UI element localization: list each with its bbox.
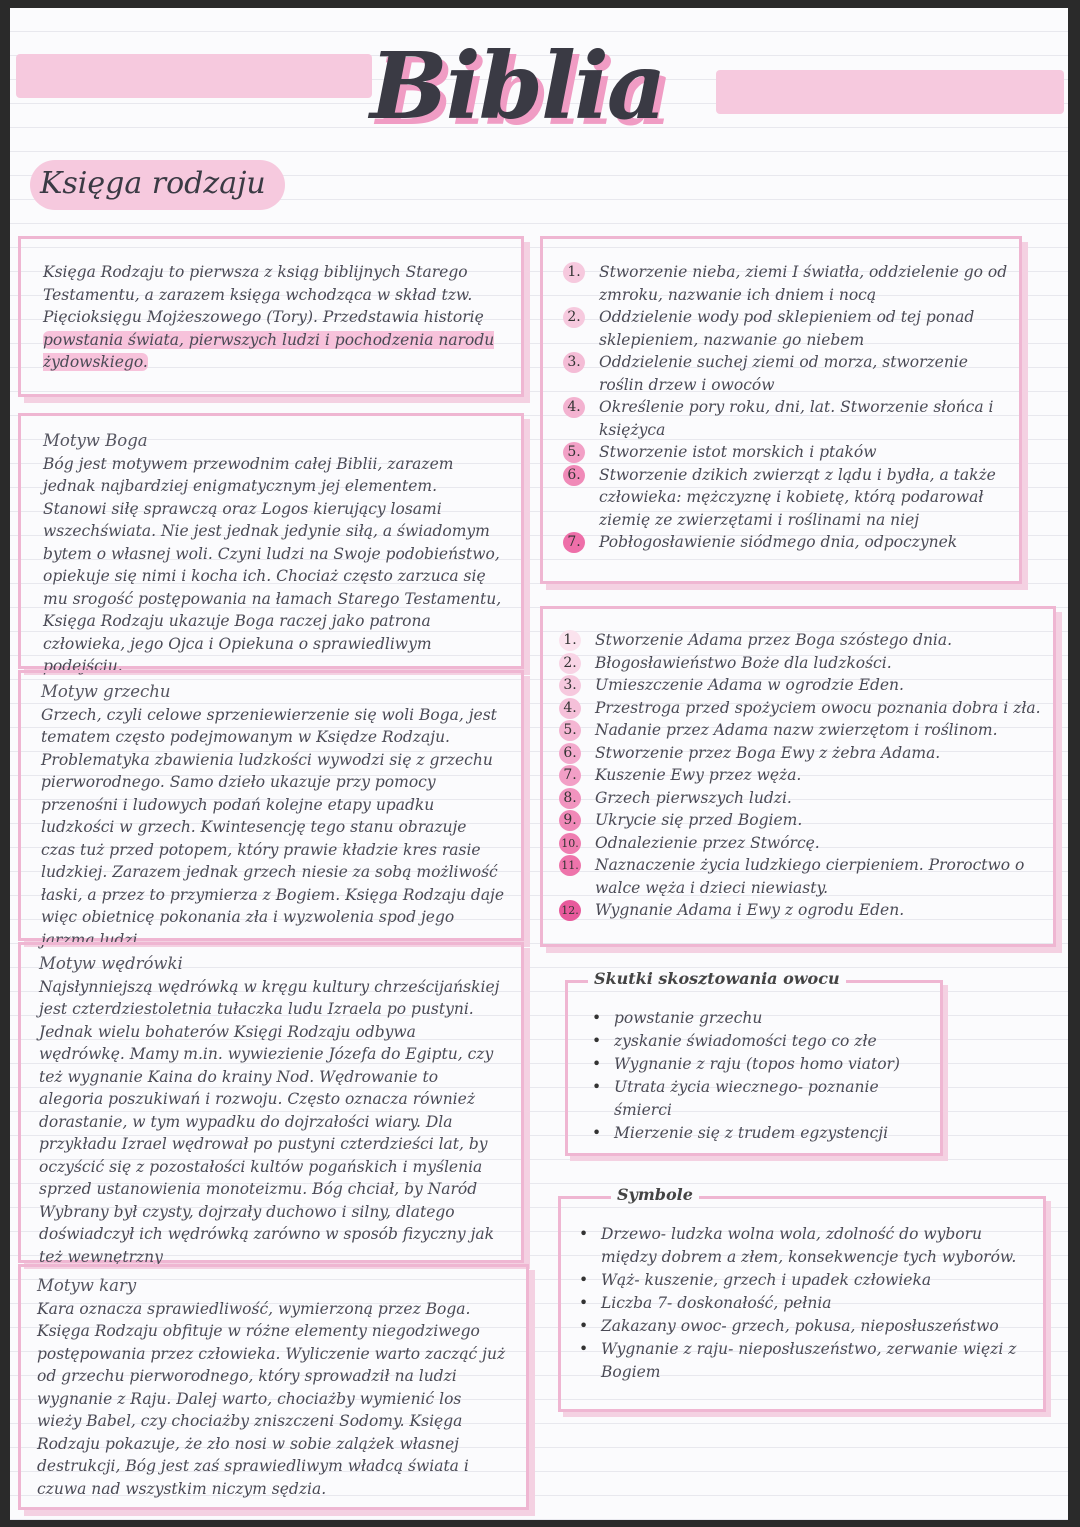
symbols-list	[573, 1223, 1023, 1384]
list-item-text: Stworzenie istot morskich i ptaków	[599, 443, 877, 461]
list-item	[559, 396, 1009, 441]
motif-sin-body: Grzech, czyli celowe sprzeniewierzenie się woli Boga, jest tematem często podejmowanym w Księdze Rodzaju. Problematyka zbawienia ludzkości wywodzi się z grzechu pierworodnego. Samo dzieło ukazuje przy pomocy przenośni i ludowych podań kolejne etapy upadku ludzkości w grzech. Kwintesencję tego stanu obrazuje czas tuż przed potopem, który prawie kładzie kres rasie ludzkiej. Zarazem jednak grzech niesie za sobą możliwość łaski, a przez to przymierza z Bogiem. Księga Rodzaju daje więc obietnicę pokonania zła i wyzwolenia spod jego jarzma ludzi.	[41, 705, 505, 949]
list-item-text: Naznaczenie życia ludzkiego cierpieniem. Proroctwo o walce węża i dzieci niewiasty.	[595, 856, 1025, 897]
list-item	[555, 719, 1047, 742]
motif-god-heading: Motyw Boga	[43, 431, 148, 450]
list-item-text: Umieszczenie Adama w ogrodzie Eden.	[595, 676, 904, 694]
list-item-text: Oddzielenie wody pod sklepieniem od tej ponad sklepieniem, nazwanie go niebem	[599, 308, 975, 349]
motif-sin-box	[18, 670, 524, 949]
list-item	[555, 854, 1047, 899]
list-item-text: Stworzenie nieba, ziemi I światła, oddzielenie go od zmroku, nazwanie ich dniem i nocą	[599, 263, 1008, 304]
header-band-left	[16, 54, 372, 98]
intro-text	[43, 261, 503, 374]
list-item-text: Odnalezienie przez Stwórcę.	[595, 833, 820, 852]
motif-god-body: Bóg jest motywem przewodnim całej Biblii, zarazem jednak najbardziej enigmatycznym jej elementem. Stanowi siłę sprawczą oraz Logos kierujący losami wszechświata. Nie jest jednak jedynie siłą, a świadomym bytem o własnej woli. Czyni ludzi na Swoje podobieństwo, opiekuje się nimi i kocha ich. Chociaż często zarzuca się mu srogość postępowania na łamach Starego Testamentu, Księga Rodzaju ukazuje Boga raczej jako patrona człowieka, jego Ojca i Opiekuna o sprawiedliwym podejściu.	[43, 454, 502, 675]
list-item	[559, 531, 1009, 554]
list-item	[555, 899, 1047, 922]
motif-punishment-content	[37, 1275, 507, 1500]
list-item-text: Pobłogosławienie siódmego dnia, odpoczynek	[599, 533, 958, 551]
motif-punishment-box	[18, 1264, 529, 1510]
list-item: • zyskanie świadomości tego co złe	[586, 1030, 936, 1053]
motif-sin-content	[41, 681, 505, 951]
number-badge: 4.	[563, 397, 585, 418]
creation-list	[559, 261, 1009, 554]
page-subtitle: Księga rodzaju	[40, 166, 266, 201]
motif-journey-content	[39, 953, 505, 1268]
list-item-text: Wygnanie Adama i Ewy z ogrodu Eden.	[595, 901, 905, 919]
list-item-text: Stworzenie przez Boga Ewy z żebra Adama.	[595, 743, 941, 762]
list-item: • Wąż- kuszenie, grzech i upadek człowieka	[573, 1269, 1023, 1292]
intro-text-start: Księga Rodzaju to pierwsza z ksiąg biblijnych Starego Testamentu, a zarazem księga wchodząca w skład tzw. Pięcioksięgu Mojżeszowego (Tory). Przedstawia historię	[43, 263, 484, 326]
motif-god-content	[43, 430, 505, 678]
number-badge: 9.	[559, 810, 581, 831]
number-badge: 2.	[563, 307, 585, 328]
number-badge: 4.	[559, 698, 581, 719]
list-item-text: Przestroga przed spożyciem owocu poznania dobra i zła.	[595, 698, 1041, 717]
list-item: • Liczba 7- doskonałość, pełnia	[573, 1292, 1023, 1315]
motif-journey-body: Najsłynniejszą wędrówką w kręgu kultury chrześcijańskiej jest czterdziestoletnia tułaczka ludu Izraela po pustyni. Jednak wielu bohaterów Księgi Rodzaju odbywa wędrówkę. Mamy m.in. wywiezienie Józefa do Egiptu, czy też wygnanie Kaina do krainy Nod. Wędrowanie to alegoria poszukiwań i rozwoju. Często oznacza również dorastanie, w tym wypadku do dojrzałości wiary. Dla przykładu Izrael wędrował po pustyni czterdzieści lat, by oczyścić się z pozostałości kultów pogańskich i myślenia sprzed ustanowienia monoteizmu. Bóg chciał, by Naród Wybrany był czysty, dojrzały duchowo i silny, dlatego doświadczył ich wędrówką zarówno w sposób fizyczny jak też wewnętrzny	[39, 977, 500, 1266]
header-band-right	[716, 70, 1064, 114]
list-item-text: Stworzenie Adama przez Boga szóstego dnia.	[595, 631, 953, 649]
notes-page	[10, 8, 1068, 1520]
list-item: • Wygnanie z raju- nieposłuszeństwo, zerwanie więzi z Bogiem	[573, 1338, 1023, 1384]
list-item-text: Ukrycie się przed Bogiem.	[595, 811, 803, 829]
number-badge: 6.	[559, 743, 581, 764]
symbols-heading: Symbole	[611, 1185, 699, 1204]
list-item-text: Nadanie przez Adama nazw zwierzętom i roślinom.	[595, 721, 998, 739]
number-badge: 1.	[559, 630, 581, 651]
list-item: • Zakazany owoc- grzech, pokusa, nieposłuszeństwo	[573, 1315, 1023, 1338]
list-item	[555, 787, 1047, 810]
number-badge: 5.	[559, 720, 581, 741]
list-item	[559, 441, 1009, 464]
list-item	[555, 629, 1047, 652]
effects-list	[586, 1007, 936, 1145]
list-item: • powstanie grzechu	[586, 1007, 936, 1030]
adam-story-box	[540, 606, 1056, 947]
list-item	[559, 261, 1009, 306]
intro-box	[18, 236, 524, 397]
number-badge: 7.	[559, 765, 581, 786]
creation-list-box	[540, 236, 1022, 584]
motif-punishment-heading: Motyw kary	[37, 1276, 137, 1295]
number-badge: 3.	[559, 675, 581, 696]
list-item: • Drzewo- ludzka wolna wola, zdolność do wyboru między dobrem a złem, konsekwencje tych wyborów.	[573, 1223, 1023, 1269]
list-item	[559, 464, 1009, 532]
list-item-text: Kuszenie Ewy przez węża.	[595, 766, 802, 784]
list-item-text: Stworzenie dzikich zwierząt z lądu i bydła, a także człowieka: mężczyznę i kobietę, którą podarował ziemię ze zwierzętami i roślinami na niej	[599, 465, 996, 529]
list-item	[559, 351, 1009, 396]
list-item-text: Błogosławieństwo Boże dla ludzkości.	[595, 653, 892, 672]
number-badge: 5.	[563, 442, 585, 463]
number-badge: 10.	[559, 833, 581, 854]
motif-journey-heading: Motyw wędrówki	[39, 954, 183, 973]
number-badge: 12.	[559, 900, 581, 921]
list-item	[555, 809, 1047, 832]
motif-punishment-body: Kara oznacza sprawiedliwość, wymierzoną przez Boga. Księga Rodzaju obfituje w różne elementy niegodziwego postępowania przez człowieka. Wyliczenie warto zacząć już od grzechu pierworodnego, który sprowadził na ludzi wygnanie z Raju. Dalej warto, chociażby wymienić los wieży Babel, czy chociażby zniszczeni Sodomy. Księga Rodzaju pokazuje, że zło nosi w sobie zalążek własnej destrukcji, Bóg jest zaś sprawiedliwym władcą świata i czuwa nad wszystkim niczym sędzia.	[37, 1299, 506, 1498]
list-item-text: Grzech pierwszych ludzi.	[595, 788, 792, 807]
intro-highlight: powstania świata, pierwszych ludzi i pochodzenia narodu żydowskiego.	[43, 330, 495, 371]
motif-journey-box	[18, 942, 524, 1266]
effects-heading: Skutki skosztowania owocu	[588, 969, 846, 988]
effects-box	[565, 969, 943, 1156]
list-item	[555, 764, 1047, 787]
number-badge: 8.	[559, 788, 581, 809]
list-item	[559, 306, 1009, 351]
list-item	[555, 652, 1047, 675]
number-badge: 11.	[559, 855, 581, 876]
list-item-text: Oddzielenie suchej ziemi od morza, stworzenie roślin drzew i owoców	[599, 353, 968, 394]
number-badge: 3.	[563, 352, 585, 373]
motif-sin-heading: Motyw grzechu	[41, 682, 171, 701]
number-badge: 1.	[563, 262, 585, 283]
list-item: • Wygnanie z raju (topos homo viator)	[586, 1053, 936, 1076]
list-item	[555, 674, 1047, 697]
list-item-text: Określenie pory roku, dni, lat. Stworzenie słońca i księżyca	[599, 398, 994, 439]
page-title: Biblia	[370, 32, 665, 140]
motif-god-box	[18, 413, 524, 675]
list-item	[555, 697, 1047, 720]
list-item: • Mierzenie się z trudem egzystencji	[586, 1122, 936, 1145]
list-item: • Utrata życia wiecznego- poznanie śmierci	[586, 1076, 936, 1122]
list-item	[555, 742, 1047, 765]
list-item	[555, 832, 1047, 855]
adam-story-list	[555, 629, 1047, 922]
number-badge: 2.	[559, 653, 581, 674]
number-badge: 6.	[563, 465, 585, 486]
number-badge: 7.	[563, 532, 585, 553]
symbols-box	[558, 1185, 1046, 1412]
